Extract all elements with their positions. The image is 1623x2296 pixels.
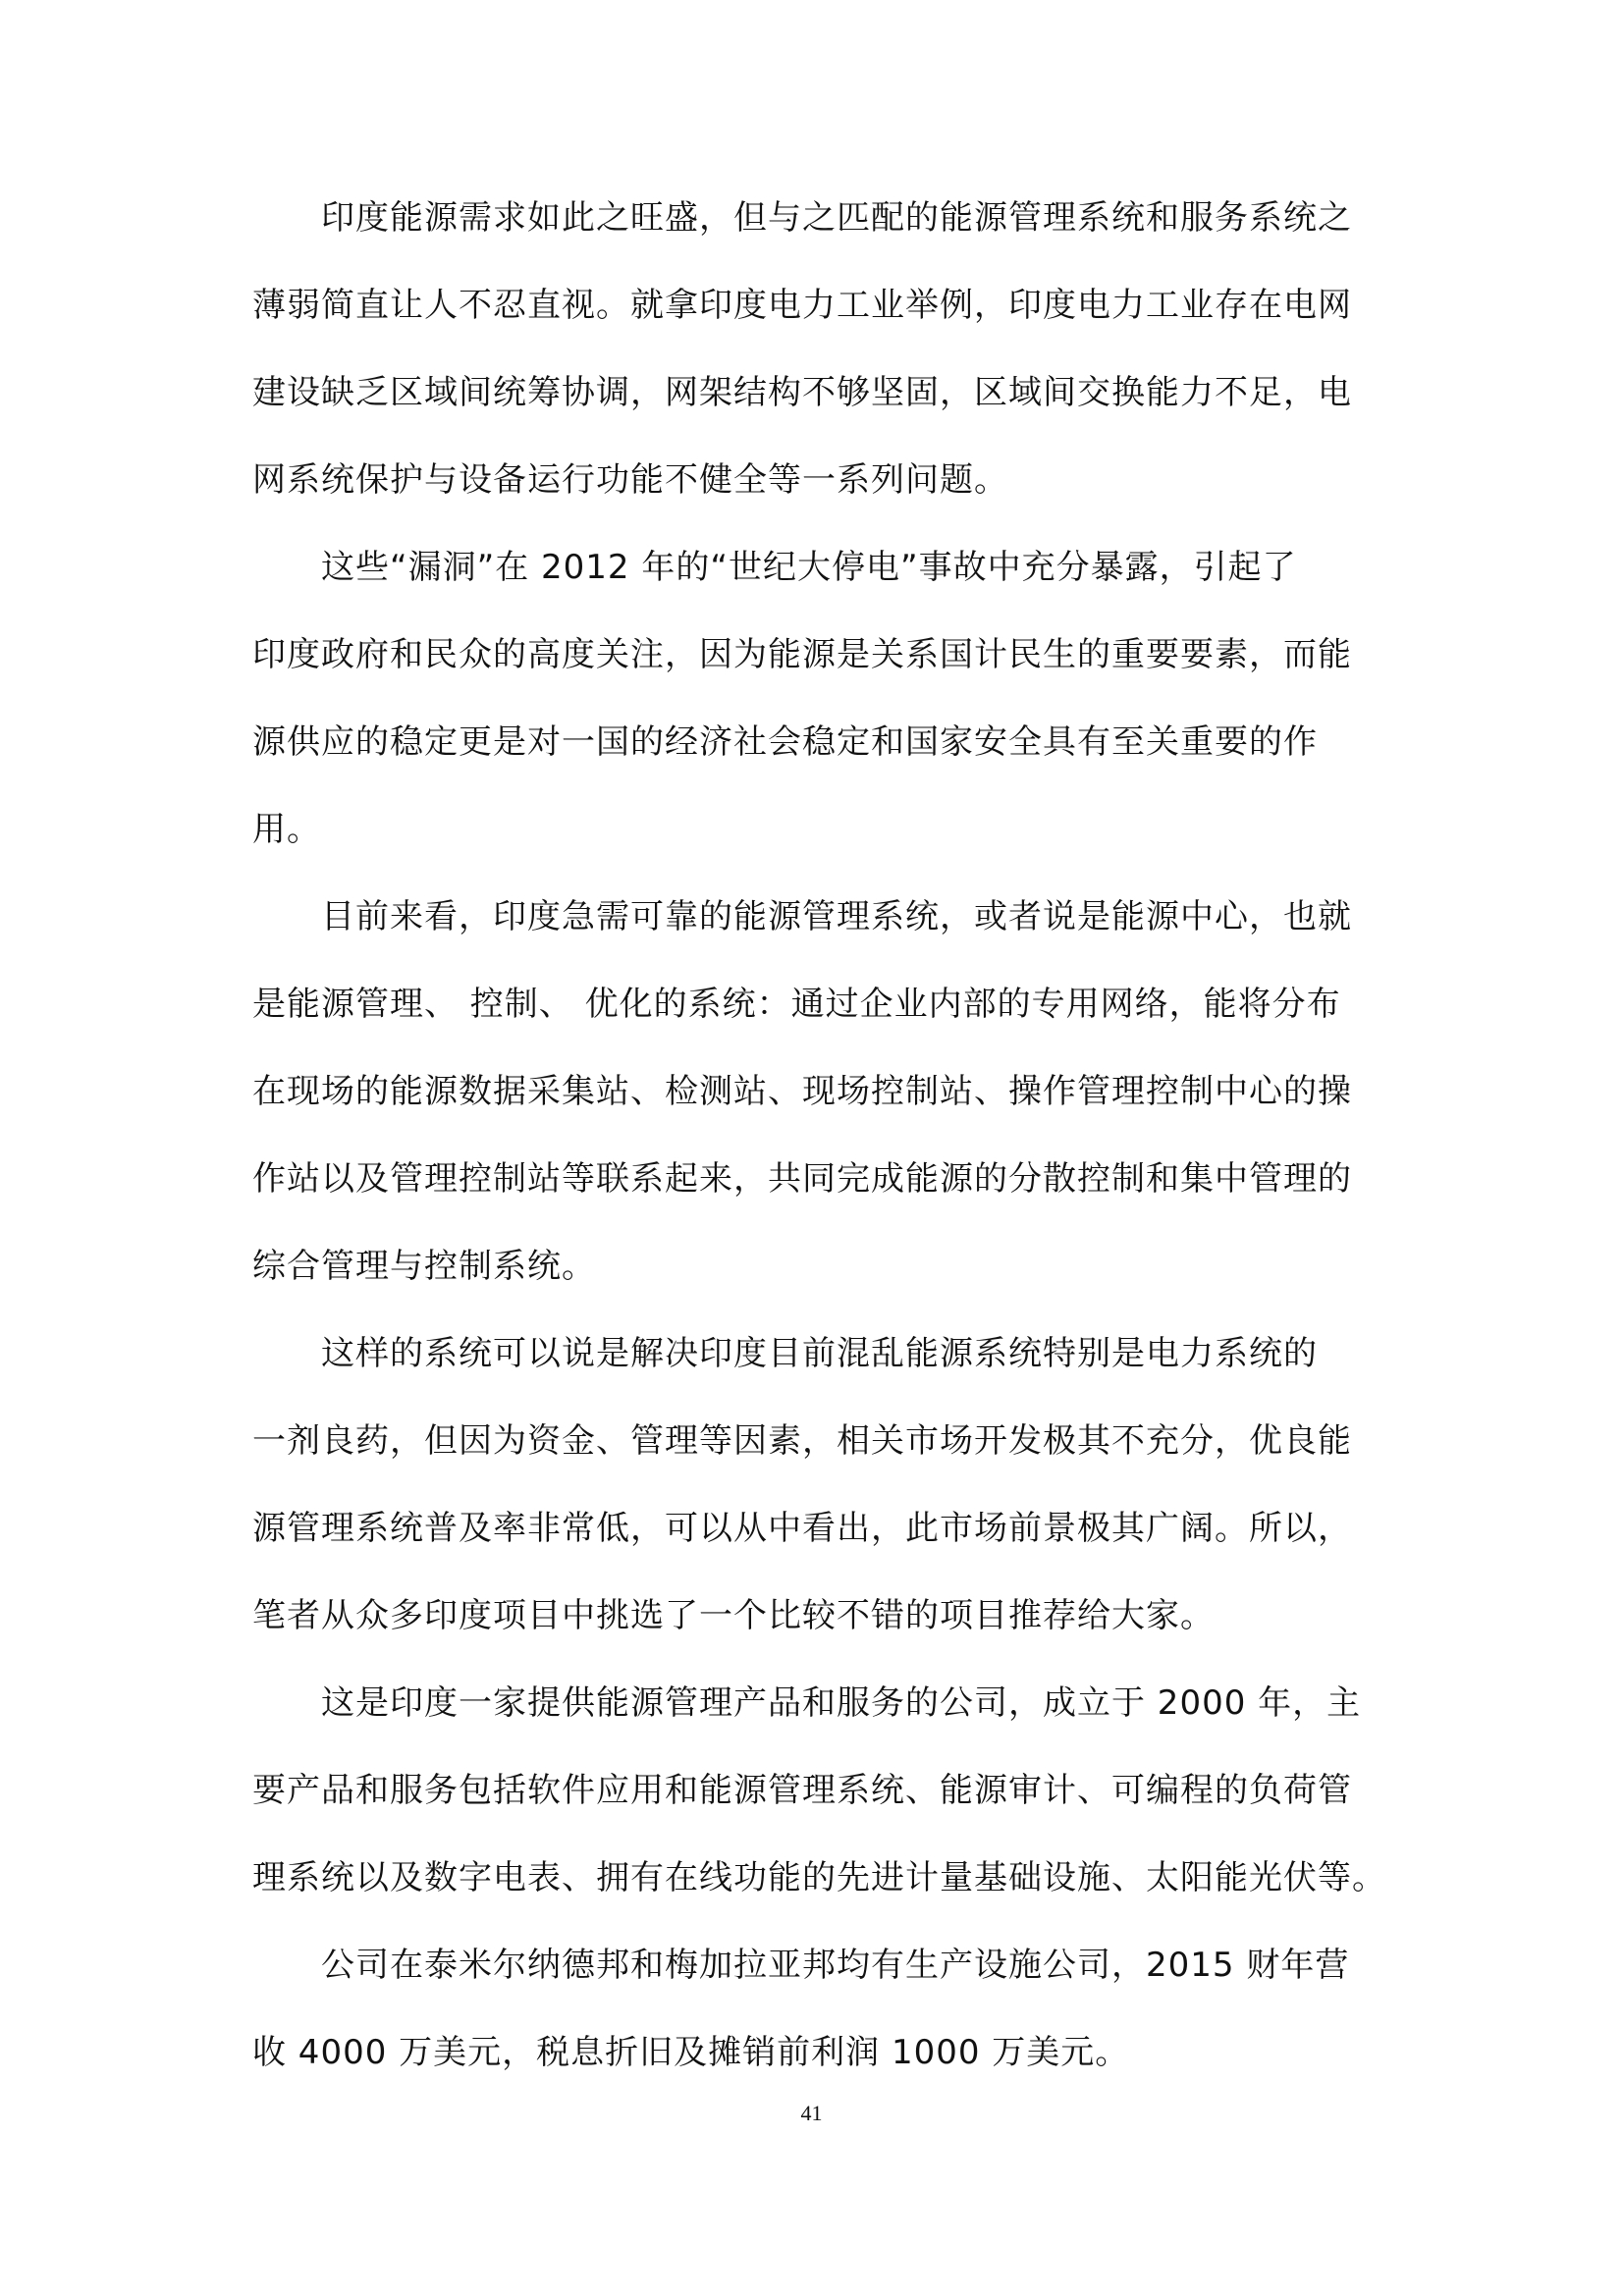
text-line: 薄弱简直让人不忍直视。就拿印度电力工业举例，印度电力工业存在电网	[252, 286, 1352, 325]
text-line: 印度政府和民众的高度关注，因为能源是关系国计民生的重要要素，而能	[252, 635, 1352, 674]
page-number: 41	[800, 2101, 823, 2125]
paragraph-energy-management	[252, 895, 1391, 1289]
text-line: 网系统保护与设备运行功能不健全等一系列问题。	[252, 460, 1008, 500]
text-line: 源管理系统普及率非常低，可以从中看出，此市场前景极其广阔。所以，	[252, 1509, 1352, 1548]
text-line: 一剂良药，但因为资金、管理等因素，相关市场开发极其不充分，优良能	[252, 1421, 1352, 1461]
text-line: 用。	[252, 810, 321, 849]
text-line: 源供应的稳定更是对一国的经济社会稳定和国家安全具有至关重要的作	[252, 722, 1318, 762]
text-line: 印度能源需求如此之旺盛，但与之匹配的能源管理系统和服务系统之	[321, 198, 1352, 238]
paragraph-financials	[252, 1944, 1391, 2075]
body-text	[252, 196, 1391, 2118]
text-line: 理系统以及数字电表、拥有在线功能的先进计量基础设施、太阳能光伏等。	[252, 1858, 1386, 1897]
paragraph-blackout	[252, 546, 1391, 852]
text-line: 这是印度一家提供能源管理产品和服务的公司，成立于 2000 年，主	[321, 1683, 1362, 1723]
paragraph-company	[252, 1682, 1391, 1900]
text-line: 收 4000 万美元，税息折旧及摊销前利润 1000 万美元。	[252, 2033, 1130, 2072]
text-line: 综合管理与控制系统。	[252, 1247, 596, 1286]
text-line: 建设缺乏区域间统筹协调，网架结构不够坚固，区域间交换能力不足，电	[252, 373, 1352, 412]
text-line: 要产品和服务包括软件应用和能源管理系统、能源审计、可编程的负荷管	[252, 1771, 1352, 1810]
text-line: 笔者从众多印度项目中挑选了一个比较不错的项目推荐给大家。	[252, 1596, 1215, 1635]
paragraph-market	[252, 1332, 1391, 1638]
text-line: 是能源管理、 控制、 优化的系统：通过企业内部的专用网络，能将分布	[252, 985, 1341, 1024]
text-line: 目前来看，印度急需可靠的能源管理系统，或者说是能源中心，也就	[321, 897, 1352, 936]
text-line: 公司在泰米尔纳德邦和梅加拉亚邦均有生产设施公司，2015 财年营	[321, 1946, 1350, 1985]
text-line: 作站以及管理控制站等联系起来，共同完成能源的分散控制和集中管理的	[252, 1159, 1352, 1199]
text-line: 这些“漏洞”在 2012 年的“世纪大停电”事故中充分暴露，引起了	[321, 548, 1297, 587]
paragraph-energy-demand	[252, 196, 1391, 503]
text-line: 在现场的能源数据采集站、检测站、现场控制站、操作管理控制中心的操	[252, 1072, 1352, 1111]
text-line: 这样的系统可以说是解决印度目前混乱能源系统特别是电力系统的	[321, 1334, 1318, 1373]
